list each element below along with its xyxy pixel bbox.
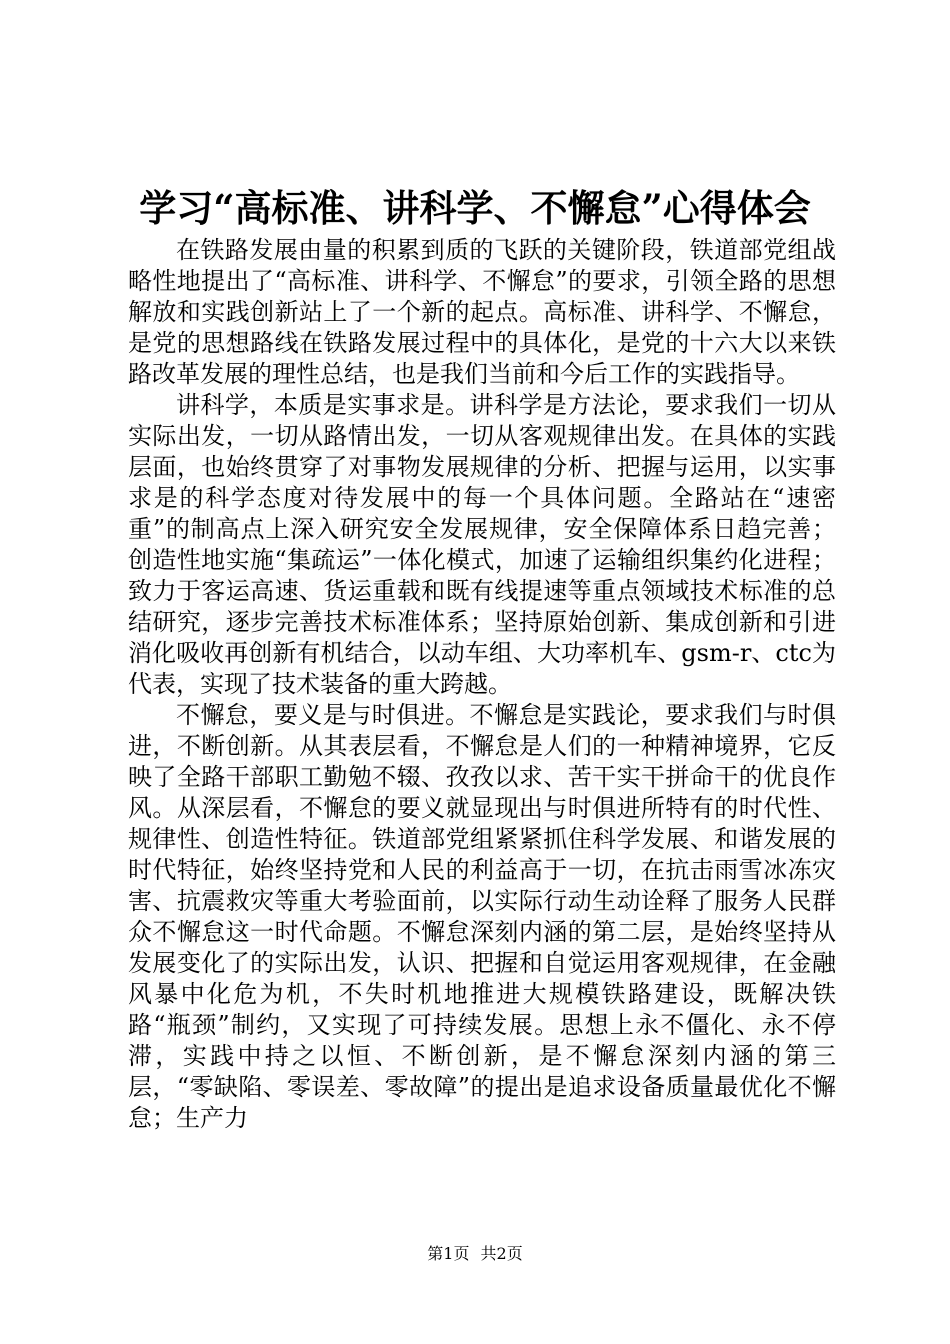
paragraph-intro: 在铁路发展由量的积累到质的飞跃的关键阶段，铁道部党组战略性地提出了“高标准、讲科学、不懈怠”的要求，引领全路的思想解放和实践创新站上了一个新的起点。高标准、讲科学、不懈怠，是党的思想路线在铁路发展过程中的具体化，是党的十六大以来铁路改革发展的理性总结，也是我们当前和今后工作的实践指导。 bbox=[128, 236, 836, 388]
page-number-total: 共2页 bbox=[480, 1244, 523, 1263]
paragraph-science: 讲科学，本质是实事求是。讲科学是方法论，要求我们一切从实际出发，一切从路情出发，一切从客观规律出发。在具体的实践层面，也始终贯穿了对事物发展规律的分析、把握与运用，以实事求是的科学态度对待发展中的每一个具体问题。全路站在“速密重”的制高点上深入研究安全发展规律，安全保障体系日趋完善；创造性地实施“集疏运”一体化模式，加速了运输组织集约化进程；致力于客运高速、货运重载和既有线提速等重点领域技术标准的总结研究，逐步完善技术标准体系；坚持原始创新、集成创新和引进消化吸收再创新有机结合，以动车组、大功率机车、gsm-r、ctc为代表，实现了技术装备的重大跨越。 bbox=[128, 391, 836, 698]
document-body bbox=[128, 235, 836, 1134]
page-number-current: 第1页 bbox=[427, 1244, 470, 1263]
paragraph-diligence: 不懈怠，要义是与时俱进。不懈怠是实践论，要求我们与时俱进，不断创新。从其表层看，不懈怠是人们的一种精神境界，它反映了全路干部职工勤勉不辍、孜孜以求、苦干实干拼命干的优良作风。从深层看，不懈怠的要义就显现出与时俱进所特有的时代性、规律性、创造性特征。铁道部党组紧紧抓住科学发展、和谐发展的时代特征，始终坚持党和人民的利益高于一切，在抗击雨雪冰冻灾害、抗震救灾等重大考验面前，以实际行动生动诠释了服务人民群众不懈怠这一时代命题。不懈怠深刻内涵的第二层，是始终坚持从发展变化了的实际出发，认识、把握和自觉运用客观规律，在金融风暴中化危为机，不失时机地推进大规模铁路建设，既解决铁路“瓶颈”制约，又实现了可持续发展。思想上永不僵化、永不停滞，实践中持之以恒、不断创新，是不懈怠深刻内涵的第三层，“零缺陷、零误差、零故障”的提出是追求设备质量最优化不懈怠；生产力 bbox=[128, 701, 836, 1132]
document-title: 学习“高标准、讲科学、不懈怠”心得体会 bbox=[139, 186, 811, 230]
page-footer bbox=[0, 1243, 950, 1265]
